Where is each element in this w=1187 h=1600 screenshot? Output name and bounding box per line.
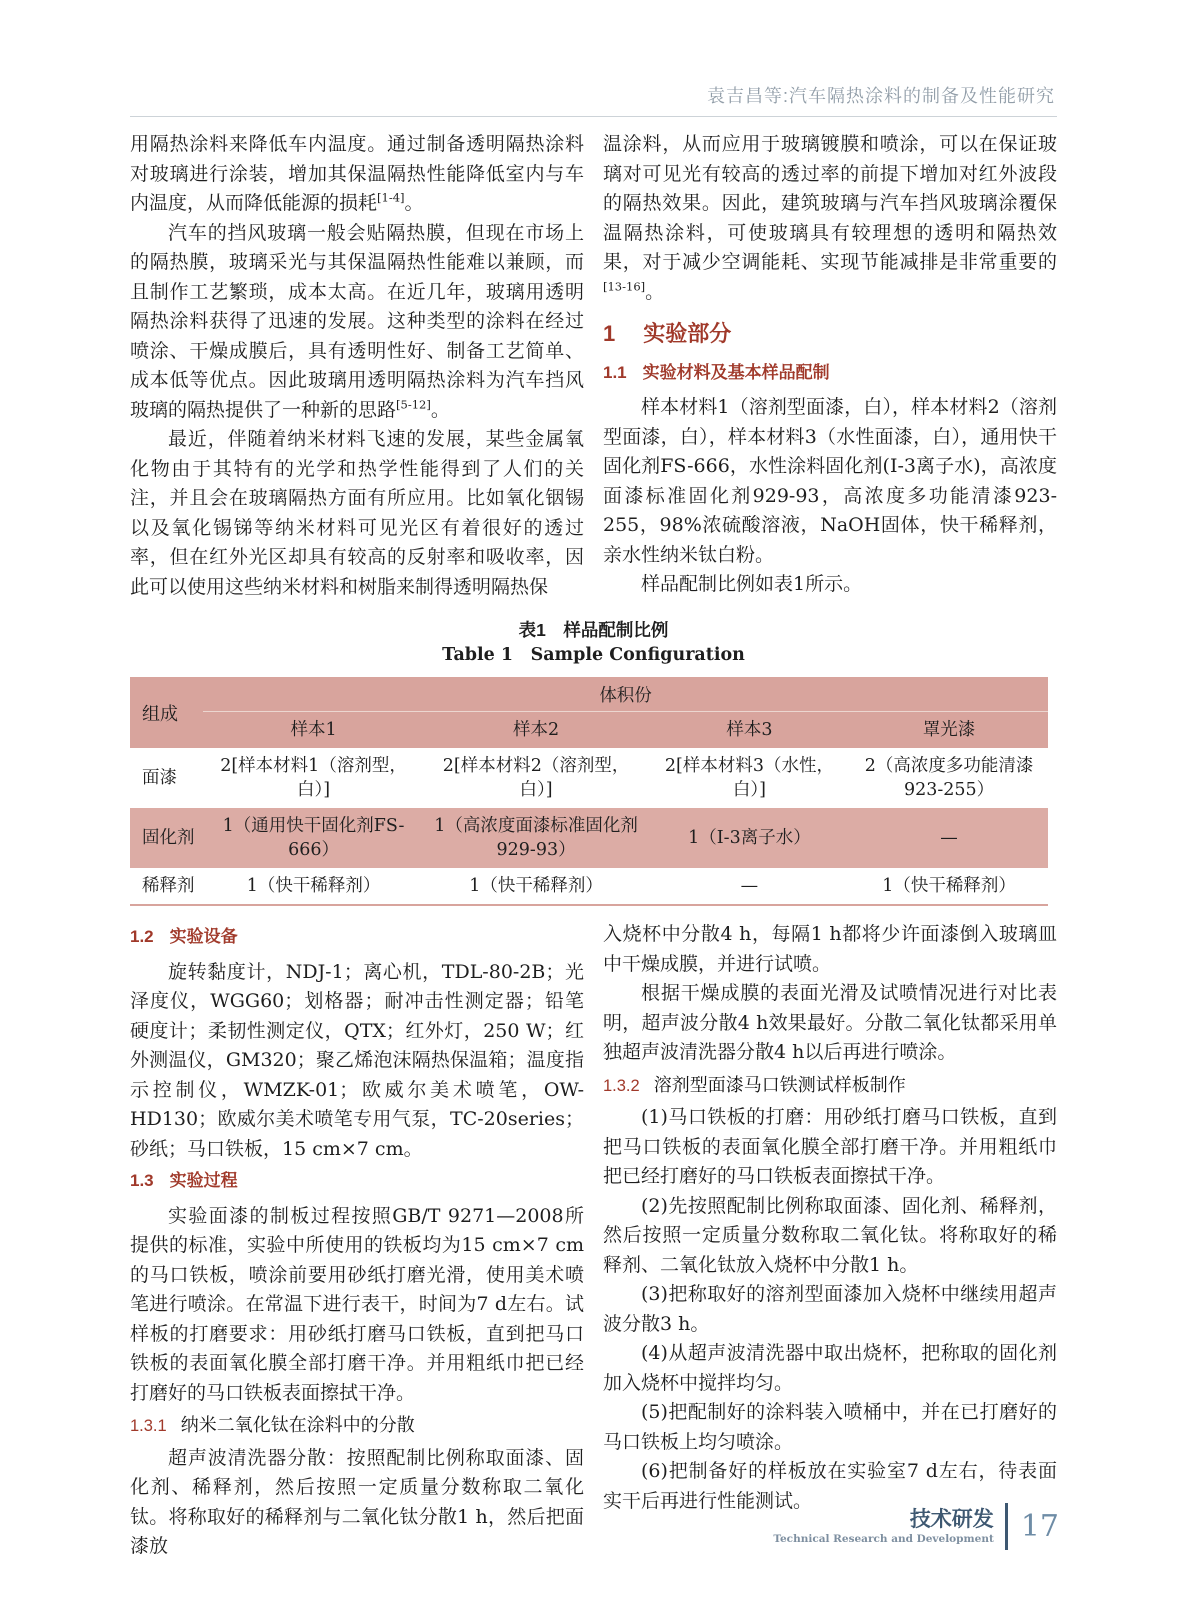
column-header: 样本1 [203,712,423,749]
page-number: 17 [1020,1509,1059,1544]
paragraph [130,219,584,426]
table1-block [130,618,1057,906]
section-heading-1 [603,319,1057,349]
step-paragraph: (1)马口铁板的打磨：用砂纸打磨马口铁板，直到把马口铁板的表面氧化膜全部打磨干净。并用粗纸巾把已经打磨好的马口铁板表面擦拭干净。 [603,1106,1057,1187]
table1-caption-zh: 表1 样品配制比例 [518,620,669,640]
paragraph: 根据干燥成膜的表面光滑及试喷情况进行对比表明，超声波分散4 h效果最好。分散二氧化钛都采用单独超声波清洗器分散4 h以后再进行喷涂。 [603,982,1057,1063]
section-number: 1.1 [603,362,627,382]
table-cell: 2[样本材料2（溶剂型，白）] [442,756,630,800]
section-title: 实验部分 [643,321,732,346]
row-label: 固化剂 [130,808,203,868]
paragraph: 入烧杯中分散4 h，每隔1 h都将少许面漆倒入玻璃皿中干燥成膜，并进行试喷。 [603,923,1057,975]
section-title: 溶剂型面漆马口铁测试样板制作 [653,1074,906,1095]
table1-caption-en: Table 1 Sample Configuration [442,645,745,665]
table-row [130,808,1048,868]
table-header [130,677,1048,748]
section-number: 1.3 [130,1171,154,1190]
left-column-top [130,130,584,602]
section-number: 1 [603,321,616,346]
column-header: 罩光漆 [850,712,1047,749]
table-group-header-row [130,677,1048,712]
column-header: 样本3 [648,712,850,749]
header-rule-divider [130,116,1057,117]
table-row [130,868,1048,905]
paragraph: 超声波清洗器分散：按照配制比例称取面漆、固化剂、稀释剂，然后按照一定质量分数称取二氧化钛。将称取好的稀释剂与二氧化钛分散1 h，然后把面漆放 [130,1446,584,1557]
table-cell: 2[样本材料3（水性，白）] [664,756,834,800]
section-title: 纳米二氧化钛在涂料中的分散 [180,1415,415,1435]
paragraph: 实验面漆的制板过程按照GB/T 9271—2008所提供的标准，实验中所使用的铁板均为15 cm×7 cm的马口铁板，喷涂前要用砂纸打磨光滑，使用美术喷笔进行喷涂。在常温下进行表干，时间为7 d左右。试样板的打磨要求：用砂纸打磨马口铁板，直到把马口铁板的表面氧化膜全部打磨干净。并用粗纸巾把已经打磨好的马口铁板表面擦拭干净。 [130,1204,584,1404]
column-header: 样本2 [424,712,649,749]
section-heading-1-1 [603,358,1057,388]
table-cell: — [740,876,759,896]
table-row [130,748,1048,808]
section-heading-1-2 [130,922,584,952]
table-cell: 1（高浓度面漆标准固化剂929-93） [424,808,649,868]
table-group-header: 体积份 [203,677,1047,712]
section-number: 1.3.2 [603,1076,640,1095]
section-title: 实验材料及基本样品配制 [642,362,830,382]
paragraph-tail: 。 [404,192,424,214]
table-cell: 2（高浓度多功能清漆923-255） [864,756,1034,800]
step-paragraph: (3)把称取好的溶剂型面漆加入烧杯中继续用超声波分散3 h。 [603,1283,1057,1335]
sample-configuration-table [130,677,1048,906]
page-footer [773,1503,1059,1550]
left-column-bottom [130,920,584,1562]
paragraph: 样品配制比例如表1所示。 [641,573,863,595]
section-heading-1-3-2 [603,1071,1057,1102]
paragraph [130,130,584,219]
right-column-top [603,130,1057,602]
citation-superscript: [5-12] [396,397,431,412]
paragraph: 样本材料1（溶剂型面漆，白），样本材料2（溶剂型面漆，白），样本材料3（水性面漆，白），通用快干固化剂FS-666，水性涂料固化剂(I-3离子水)，高浓度面漆标准固化剂929-93，高浓度多功能清漆923-255，98%浓硫酸溶液，NaOH固体，快干稀释剂，亲水性纳米钛白粉。 [603,396,1057,566]
citation-superscript: [13-16] [603,279,646,294]
row-label: 稀释剂 [142,876,195,896]
right-column-bottom [603,920,1057,1562]
step-paragraph: (5)把配制好的涂料装入喷桶中，并在已打磨好的马口铁板上均匀喷涂。 [603,1401,1057,1453]
table-cell: 1（通用快干固化剂FS-666） [203,808,423,868]
intro-two-column-section [130,130,1057,602]
paragraph [603,130,1057,307]
section-title: 实验设备 [169,927,238,946]
section-heading-1-3 [130,1166,584,1196]
step-paragraph: (6)把制备好的样板放在实验室7 d左右，待表面实干后再进行性能测试。 [603,1460,1057,1512]
table-column-header-row [130,712,1048,749]
table-body [130,748,1048,905]
section-heading-1-3-1 [130,1411,584,1442]
footer-section-labels [773,1507,993,1546]
footer-section-en: Technical Research and Development [773,1533,994,1545]
footer-section-zh: 技术研发 [909,1508,994,1531]
section-number: 1.3.1 [130,1417,167,1435]
paragraph-tail: 。 [645,280,665,303]
section-title: 实验过程 [169,1171,238,1190]
footer-divider-bar [1005,1503,1008,1550]
paragraph-text: 汽车的挡风玻璃一般会贴隔热膜，但现在市场上的隔热膜，玻璃采光与其保温隔热性能难以兼顾，而且制作工艺繁琐，成本太高。在近几年，玻璃用透明隔热涂料获得了迅速的发展。这种类型的涂料在经过喷涂、干燥成膜后，具有透明性好、制备工艺简单、成本低等优点。因此玻璃用透明隔热涂料为汽车挡风玻璃的隔热提供了一种新的思路 [130,221,584,421]
table-cell: 1（快干稀释剂） [246,876,381,896]
table-cell: 2[样本材料1（溶剂型，白）] [220,756,407,800]
running-title: 袁吉昌等:汽车隔热涂料的制备及性能研究 [707,86,1055,106]
paragraph: 最近，伴随着纳米材料飞速的发展，某些金属氧化物由于其特有的光学和热学性能得到了人们的关注，并且会在玻璃隔热方面有所应用。比如氧化铟锡以及氧化锡锑等纳米材料可见光区有着很好的透过率，但在红外光区却具有较高的反射率和吸收率，因此可以使用这些纳米材料和树脂来制得透明隔热保 [130,428,584,598]
paragraph-tail: 。 [430,398,450,421]
page-content [130,130,1057,1562]
step-paragraph: (4)从超声波清洗器中取出烧杯，把称取的固化剂加入烧杯中搅拌均匀。 [603,1342,1057,1394]
table-cell: 1（快干稀释剂） [882,876,1016,896]
table-cell: — [850,808,1047,868]
paragraph: 旋转黏度计，NDJ-1；离心机，TDL-80-2B；光泽度仪，WGG60；划格器；耐冲击性测定器；铅笔硬度计；柔韧性测定仪，QTX；红外灯，250 W；红外测温仪，GM320；聚乙烯泡沫隔热保温箱；温度指示控制仪，WMZK-01；欧威尔美术喷笔，OW-HD130；欧威尔美术喷笔专用气泵，TC-20series；砂纸；马口铁板，15 cm×7 cm。 [130,960,584,1160]
step-paragraph: (2)先按照配制比例称取面漆、固化剂、稀释剂，然后按照一定质量分数称取二氧化钛。将称取好的稀释剂、二氧化钛放入烧杯中分散1 h。 [603,1194,1057,1276]
table-corner-label: 组成 [130,677,203,748]
body-two-column-section [130,920,1057,1562]
citation-superscript: [1-4] [377,190,405,205]
paragraph-text: 用隔热涂料来降低车内温度。通过制备透明隔热涂料对玻璃进行涂装，增加其保温隔热性能降低室内与车内温度，从而降低能源的损耗 [130,133,584,214]
section-number: 1.2 [130,927,154,946]
row-label: 面漆 [142,768,177,788]
paragraph-text: 温涂料，从而应用于玻璃镀膜和喷涂，可以在保证玻璃对可见光有较高的透过率的前提下增加对红外波段的隔热效果。因此，建筑玻璃与汽车挡风玻璃涂覆保温隔热涂料，可使玻璃具有较理想的透明和隔热效果，对于减少空调能耗、实现节能减排是非常重要的 [603,133,1057,273]
table-cell: 1（快干稀释剂） [469,876,603,896]
running-header [707,82,1055,108]
table-cell: 1（I-3离子水） [648,808,850,868]
